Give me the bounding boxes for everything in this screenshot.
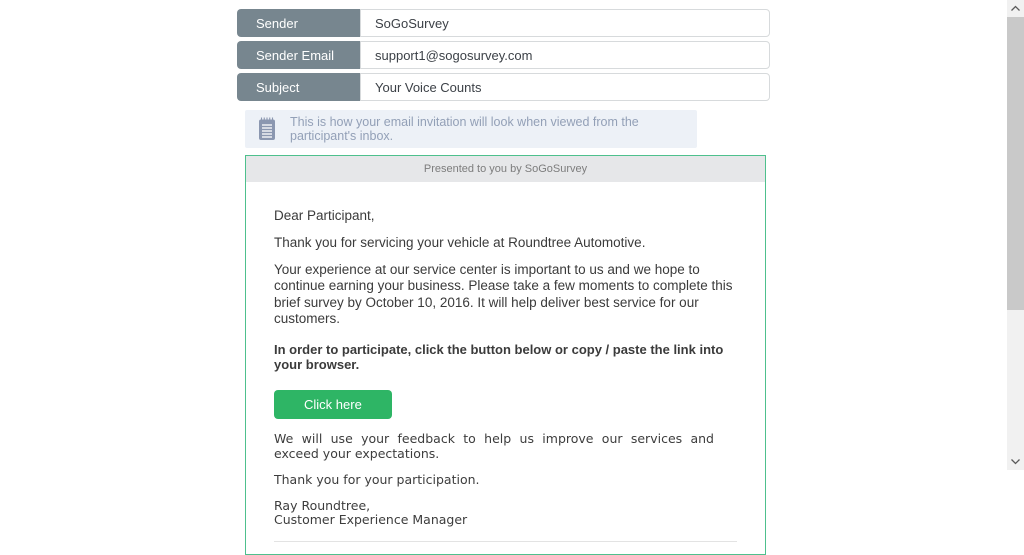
feedback-text: We will use your feedback to help us improve our services and exceed your expectations. <box>274 431 714 462</box>
sender-field-wrap <box>360 9 770 37</box>
sender-row <box>237 9 770 37</box>
subject-row <box>237 73 770 101</box>
subject-label: Subject <box>237 73 360 101</box>
signature <box>274 499 737 529</box>
invitation-form <box>237 9 770 105</box>
notepad-icon <box>258 117 276 141</box>
participation-text: Thank you for your participation. <box>274 471 480 487</box>
scroll-down-icon[interactable] <box>1007 453 1024 470</box>
signature-name: Ray Roundtree, <box>274 497 371 513</box>
scroll-up-icon[interactable] <box>1007 0 1024 17</box>
click-here-button[interactable]: Click here <box>274 390 392 419</box>
thanks-text: Thank you for servicing your vehicle at Roundtree Automotive. <box>274 234 646 250</box>
preview-header: Presented to you by SoGoSurvey <box>246 156 765 182</box>
sender-email-row <box>237 41 770 69</box>
sender-email-input[interactable] <box>361 42 769 68</box>
info-banner <box>245 110 697 148</box>
greeting-text: Dear Participant, <box>274 208 375 223</box>
signature-title: Customer Experience Manager <box>274 512 468 528</box>
email-preview-panel <box>245 155 766 555</box>
vertical-scrollbar[interactable] <box>1007 0 1024 470</box>
info-banner-text: This is how your email invitation will look when viewed from the participant's inbox. <box>290 115 639 143</box>
scrollbar-thumb[interactable] <box>1007 17 1024 310</box>
email-body <box>246 182 765 542</box>
sender-email-label: Sender Email <box>237 41 360 69</box>
cta-instruction-text: In order to participate, click the button below or copy / paste the link into your browser. <box>274 341 724 373</box>
email-footer-divider <box>274 541 737 542</box>
subject-field-wrap <box>360 73 770 101</box>
sender-email-field-wrap <box>360 41 770 69</box>
sender-label: Sender <box>237 9 360 37</box>
experience-text: Your experience at our service center is important to us and we hope to continue earning your business. Please take a few moments to complete this brief survey by October 10, 2016. It will help deliver best service for our customers. <box>274 261 733 327</box>
sender-input[interactable] <box>361 10 769 36</box>
subject-input[interactable] <box>361 74 769 100</box>
